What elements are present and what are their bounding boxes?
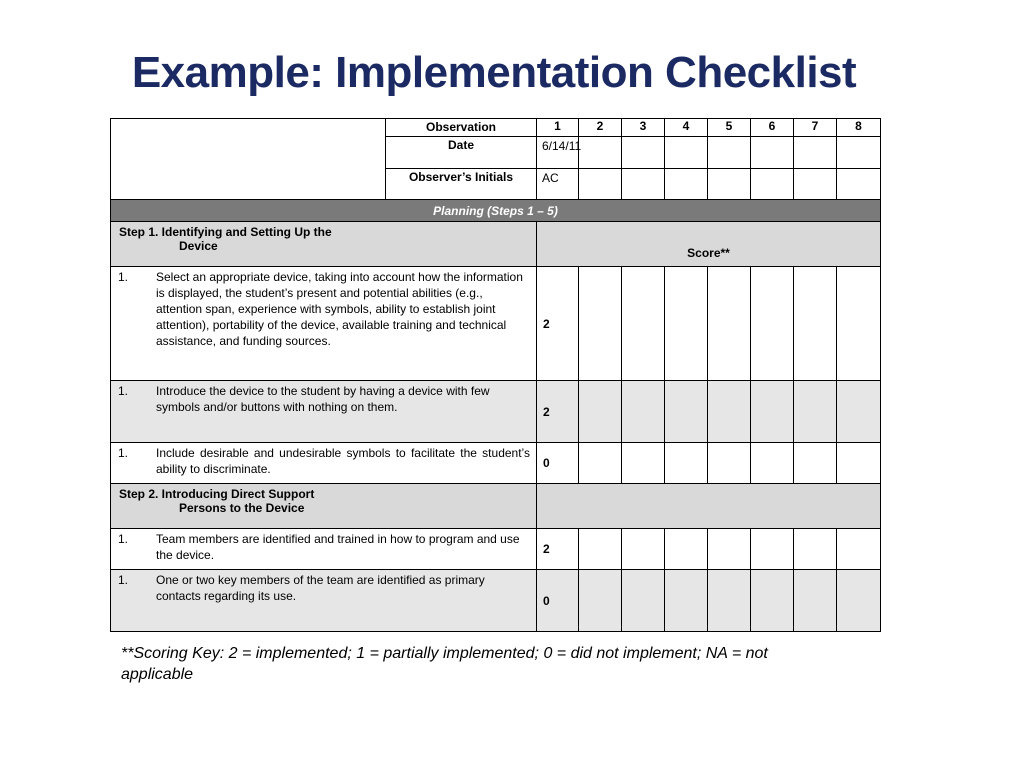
score-cell[interactable] xyxy=(579,570,622,632)
initials-cell-8[interactable] xyxy=(837,169,881,200)
item-text: Include desirable and undesirable symbols to facilitate the student’s ability to discriminate. xyxy=(156,446,530,476)
observation-col-6: 6 xyxy=(751,119,794,137)
step-1-title xyxy=(111,222,537,267)
table-row xyxy=(111,267,881,381)
score-cell[interactable] xyxy=(751,570,794,632)
initials-cell-3[interactable] xyxy=(622,169,665,200)
initials-cell-7[interactable] xyxy=(794,169,837,200)
step-2-title xyxy=(111,484,537,529)
item-text: Team members are identified and trained in how to program and use the device. xyxy=(156,532,520,562)
observation-col-4: 4 xyxy=(665,119,708,137)
step-2-title-line2: Persons to the Device xyxy=(179,501,305,515)
observation-col-8: 8 xyxy=(837,119,881,137)
score-cell[interactable] xyxy=(751,381,794,443)
item-cell xyxy=(111,267,537,381)
score-cell[interactable] xyxy=(751,267,794,381)
score-cell[interactable] xyxy=(751,443,794,484)
scoring-key-footnote: **Scoring Key: 2 = implemented; 1 = partially implemented; 0 = did not implement; NA = not applicable xyxy=(121,645,768,683)
score-cell[interactable] xyxy=(622,381,665,443)
initials-cell-4[interactable] xyxy=(665,169,708,200)
score-cell[interactable] xyxy=(794,529,837,570)
table-row xyxy=(111,381,881,443)
step-2-title-line1: Step 2. Introducing Direct Support xyxy=(119,487,315,501)
score-cell[interactable] xyxy=(794,381,837,443)
observation-col-3: 3 xyxy=(622,119,665,137)
score-cell[interactable] xyxy=(794,267,837,381)
observation-col-1: 1 xyxy=(537,119,579,137)
item-number: 1. xyxy=(118,446,129,460)
item-number: 1. xyxy=(118,270,129,284)
date-cell-8[interactable] xyxy=(837,137,881,169)
initials-label: Observer’s Initials xyxy=(386,169,537,200)
score-cell[interactable] xyxy=(837,529,881,570)
observation-col-2: 2 xyxy=(579,119,622,137)
step-1-title-line2: Device xyxy=(179,239,218,253)
observation-col-5: 5 xyxy=(708,119,751,137)
score-cell[interactable] xyxy=(622,529,665,570)
observation-label: Observation xyxy=(386,119,537,137)
score-cell[interactable] xyxy=(708,381,751,443)
date-cell-2[interactable] xyxy=(579,137,622,169)
score-cell[interactable] xyxy=(837,267,881,381)
score-cell[interactable]: 2 xyxy=(537,381,579,443)
initials-cell-5[interactable] xyxy=(708,169,751,200)
score-cell[interactable]: 2 xyxy=(537,529,579,570)
score-cell[interactable]: 0 xyxy=(537,570,579,632)
date-cell-1[interactable]: 6/14/11 xyxy=(537,137,579,169)
table-row xyxy=(111,529,881,570)
item-number: 1. xyxy=(118,532,129,546)
score-cell[interactable] xyxy=(837,443,881,484)
table-row xyxy=(111,443,881,484)
item-text: Introduce the device to the student by having a device with few symbols and/or buttons with nothing on them. xyxy=(156,384,490,414)
item-cell xyxy=(111,443,537,484)
date-cell-7[interactable] xyxy=(794,137,837,169)
header-blank-cell xyxy=(111,119,386,200)
score-cell[interactable] xyxy=(708,529,751,570)
score-cell[interactable] xyxy=(794,443,837,484)
item-cell xyxy=(111,529,537,570)
date-cell-6[interactable] xyxy=(751,137,794,169)
step-1-title-line1: Step 1. Identifying and Setting Up the xyxy=(119,225,332,239)
score-cell[interactable] xyxy=(665,381,708,443)
item-cell xyxy=(111,381,537,443)
score-cell[interactable] xyxy=(622,570,665,632)
date-cell-5[interactable] xyxy=(708,137,751,169)
item-number: 1. xyxy=(118,384,129,398)
score-cell[interactable] xyxy=(579,381,622,443)
implementation-checklist-table xyxy=(110,118,881,632)
score-cell[interactable] xyxy=(579,267,622,381)
score-cell[interactable] xyxy=(622,443,665,484)
score-cell[interactable] xyxy=(794,570,837,632)
step-2-score-header-blank xyxy=(537,484,881,529)
score-cell[interactable] xyxy=(837,381,881,443)
score-cell[interactable] xyxy=(622,267,665,381)
score-cell[interactable] xyxy=(665,570,708,632)
initials-cell-6[interactable] xyxy=(751,169,794,200)
section-banner: Planning (Steps 1 – 5) xyxy=(111,200,881,222)
initials-cell-1[interactable]: AC xyxy=(537,169,579,200)
item-cell xyxy=(111,570,537,632)
page-title: Example: Implementation Checklist xyxy=(131,48,857,97)
score-cell[interactable] xyxy=(708,570,751,632)
item-number: 1. xyxy=(118,573,129,587)
score-cell[interactable]: 0 xyxy=(537,443,579,484)
item-text: Select an appropriate device, taking into account how the information is displayed, the student’s present and potential abilities (e.g., attention span, experience with symbols, ability to establish joint attention), portability of the device, available training and technical assistance, and funding sources. xyxy=(156,270,523,348)
observation-col-7: 7 xyxy=(794,119,837,137)
score-cell[interactable] xyxy=(665,443,708,484)
score-cell[interactable] xyxy=(751,529,794,570)
date-label: Date xyxy=(386,137,537,169)
score-cell[interactable] xyxy=(708,443,751,484)
score-cell[interactable] xyxy=(579,443,622,484)
score-cell[interactable] xyxy=(665,267,708,381)
score-header: Score** xyxy=(537,222,881,267)
score-cell[interactable] xyxy=(837,570,881,632)
score-cell[interactable]: 2 xyxy=(537,267,579,381)
date-cell-4[interactable] xyxy=(665,137,708,169)
score-cell[interactable] xyxy=(665,529,708,570)
initials-cell-2[interactable] xyxy=(579,169,622,200)
date-cell-3[interactable] xyxy=(622,137,665,169)
table-row xyxy=(111,570,881,632)
score-cell[interactable] xyxy=(708,267,751,381)
item-text: One or two key members of the team are identified as primary contacts regarding its use. xyxy=(156,573,485,603)
score-cell[interactable] xyxy=(579,529,622,570)
